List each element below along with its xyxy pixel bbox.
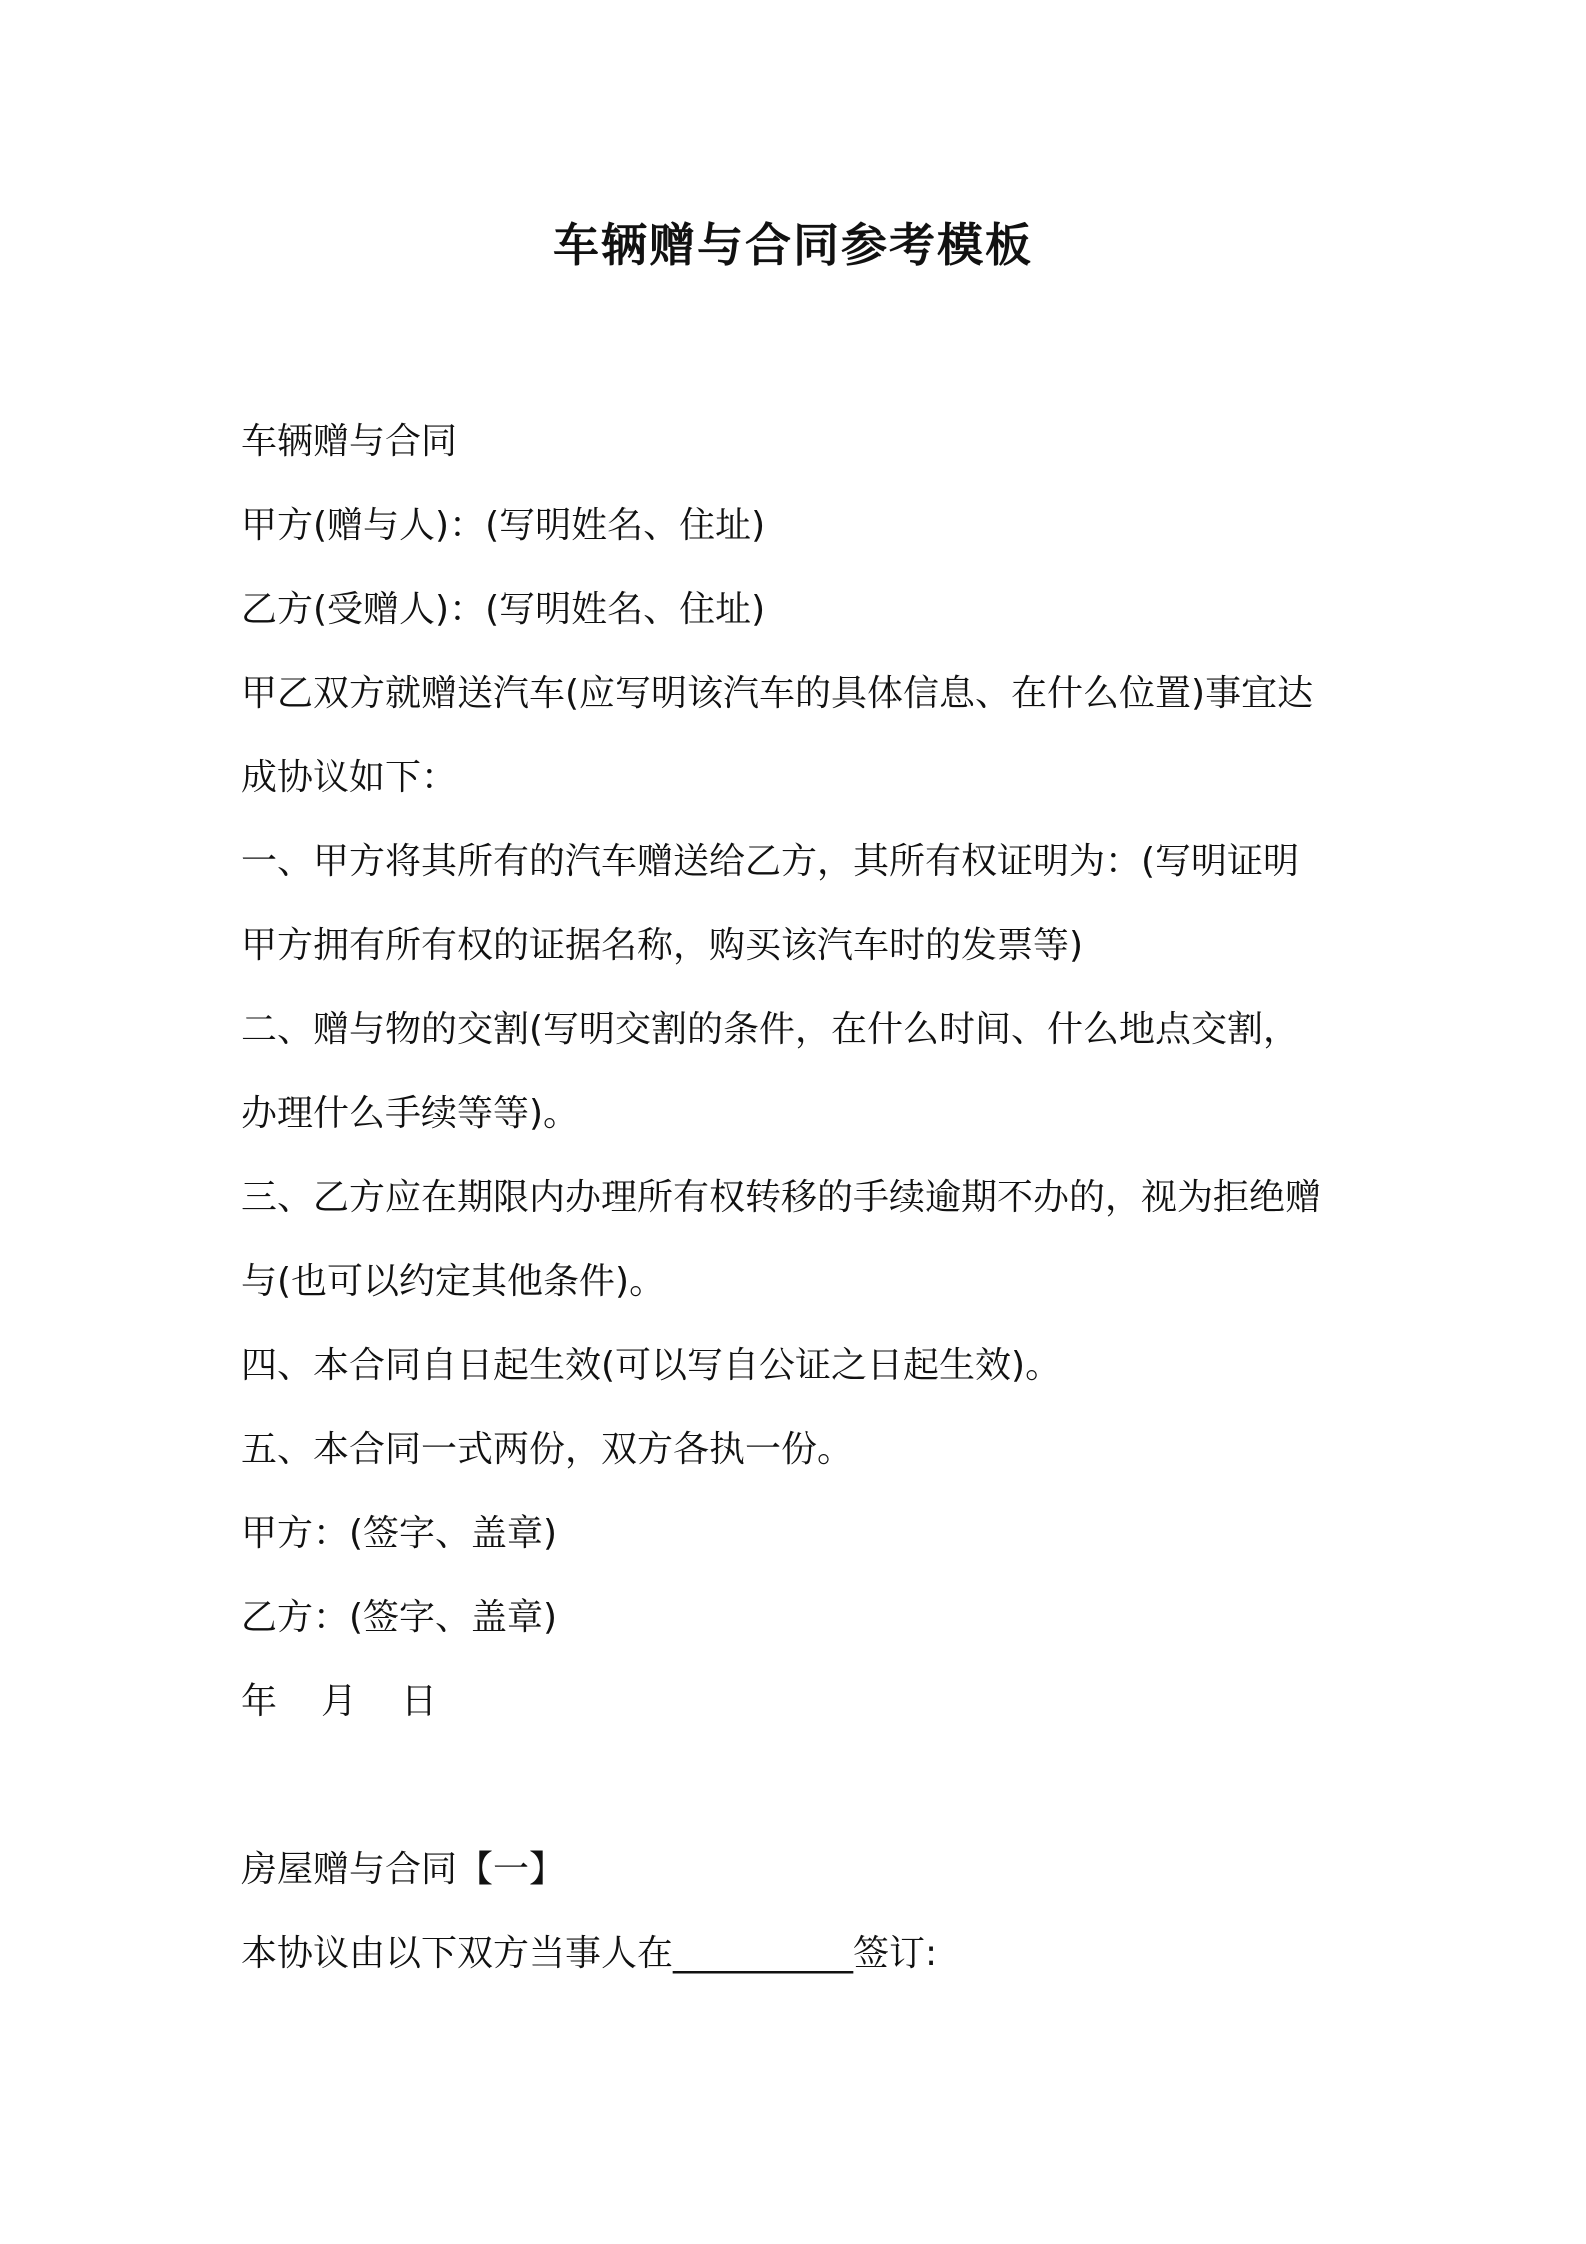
- section-2-intro: 本协议由以下双方当事人在__________签订:: [241, 1933, 938, 1974]
- agreement-intro-line-2: 成协议如下：: [241, 757, 458, 798]
- section-gap: [241, 1744, 1371, 1828]
- date-day-label: 日: [401, 1681, 438, 1722]
- date-year-label: 年: [241, 1681, 278, 1722]
- clause-5-line: 五、本合同一式两份，双方各执一份。: [241, 1429, 854, 1470]
- party-a-line: 甲方(赠与人)：(写明姓名、住址): [241, 505, 766, 546]
- clause-3-line-1: 三、乙方应在期限内办理所有权转移的手续逾期不办的，视为拒绝赠: [241, 1177, 1322, 1218]
- clause-1-line-1: 一、甲方将其所有的汽车赠送给乙方，其所有权证明为：(写明证明: [241, 841, 1300, 882]
- section-2-heading: 房屋赠与合同【一】: [241, 1849, 566, 1890]
- clause-4-line: 四、本合同自日起生效(可以写自公证之日起生效)。: [241, 1345, 1062, 1386]
- clause-2-line-2: 办理什么手续等等)。: [241, 1093, 580, 1134]
- date-month-label: 月: [321, 1681, 358, 1722]
- party-b-signature-line: 乙方：(签字、盖章): [241, 1597, 558, 1638]
- clause-3-line-2: 与(也可以约定其他条件)。: [241, 1261, 666, 1302]
- document-title: 车辆赠与合同参考模板: [553, 218, 1033, 272]
- party-b-line: 乙方(受赠人)：(写明姓名、住址): [241, 589, 766, 630]
- date-line: [241, 1660, 1371, 1744]
- agreement-intro-line-1: 甲乙双方就赠送汽车(应写明该汽车的具体信息、在什么位置)事宜达: [241, 673, 1314, 714]
- document-body: [241, 400, 1371, 1996]
- clause-1-line-2: 甲方拥有所有权的证据名称，购买该汽车时的发票等): [241, 925, 1084, 966]
- clause-2-line-1: 二、赠与物的交割(写明交割的条件，在什么时间、什么地点交割，: [241, 1009, 1300, 1050]
- party-a-signature-line: 甲方：(签字、盖章): [241, 1513, 558, 1554]
- contract-heading: 车辆赠与合同: [241, 421, 458, 462]
